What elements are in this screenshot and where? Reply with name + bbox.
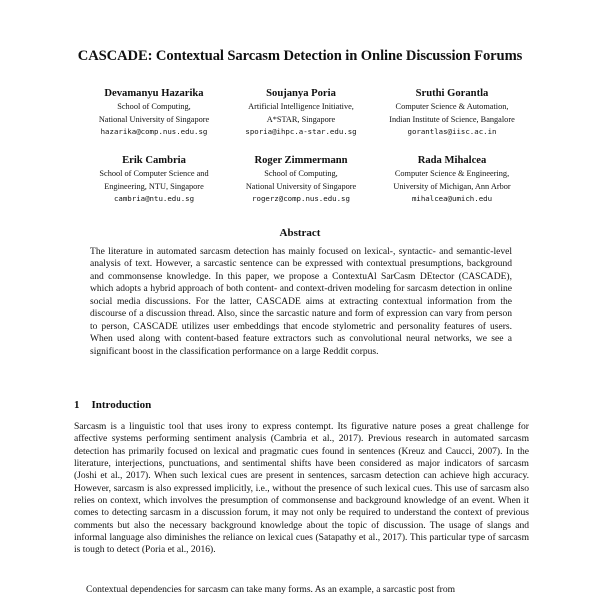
author-affiliation: Indian Institute of Science, Bangalore	[389, 114, 515, 124]
body-paragraph: Sarcasm is a linguistic tool that uses irony to express contempt. Its figurative nature poses a great challenge for affective systems performing sentiment analysis (Cambria et al., 2017). Previous research in automated sarcasm detection has primarily focused on lexical and pragmatic cues found in sentences (Kreuz and Caucci, 2007). In the literature, interjections, punctuations, and sentimental shifts have been considered as major indicators of sarcasm (Joshi et al., 2017). When such lexical cues are present in sentences, sarcasm detection can achieve high accuracy. However, sarcasm is also expressed implicitly, i.e., without the presence of such lexical cues. This use of sarcasm also relies on context, which involves the presumption of commonsense and background knowledge of an event. When it comes to detecting sarcasm in a discussion forum, it may not only be required to understand the context of previous comments but also the necessary background knowledge about the topic of discussion. The usage of slangs and informal language also diminishes the reliance on lexical cues (Satapathy et al., 2017). This particular type of sarcasm is tough to detect (Poria et al., 2016).	[74, 421, 529, 556]
author-affiliation: University of Michigan, Ann Arbor	[393, 181, 511, 191]
author-name: Rada Mihalcea	[417, 155, 487, 166]
abstract-heading: Abstract	[279, 227, 321, 239]
author-name: Soujanya Poria	[266, 88, 336, 99]
author-email: hazarika@comp.nus.edu.sg	[100, 127, 208, 137]
author-email: sporia@ihpc.a-star.edu.sg	[245, 127, 357, 137]
section-number: 1	[74, 399, 80, 411]
author-name: Roger Zimmermann	[254, 155, 348, 166]
section-heading	[74, 399, 151, 411]
author-affiliation: Engineering, NTU, Singapore	[104, 181, 204, 191]
author-email: mihalcea@umich.edu	[411, 194, 493, 204]
author-email: gorantlas@iisc.ac.in	[407, 127, 497, 137]
author-name: Erik Cambria	[122, 155, 186, 166]
author-name: Devamanyu Hazarika	[104, 88, 204, 99]
author-name: Sruthi Gorantla	[415, 88, 489, 99]
paper-title: CASCADE: Contextual Sarcasm Detection in Online Discussion Forums	[77, 48, 523, 64]
author-affiliation: Computer Science & Automation,	[395, 102, 509, 111]
author-affiliation: National University of Singapore	[98, 114, 210, 124]
author-affiliation: Computer Science & Engineering,	[394, 169, 510, 178]
author-affiliation: School of Computing,	[264, 169, 338, 178]
author-affiliation: A*STAR, Singapore	[266, 114, 336, 124]
author-affiliation: Artificial Intelligence Initiative,	[248, 102, 354, 111]
author-block-3	[347, 87, 557, 139]
author-affiliation: School of Computer Science and	[99, 169, 209, 178]
section-title: Introduction	[91, 399, 152, 411]
author-affiliation: School of Computing,	[117, 102, 191, 111]
author-email: cambria@ntu.edu.sg	[113, 194, 195, 204]
author-block-6	[347, 154, 557, 206]
body-paragraph: Contextual dependencies for sarcasm can take many forms. As an example, a sarcastic post from	[86, 584, 456, 595]
author-affiliation: National University of Singapore	[245, 181, 357, 191]
abstract-text: The literature in automated sarcasm detection has mainly focused on lexical-, syntactic- and semantic-level analysis of text. However, a sarcastic sentence can be expressed with contextual presumptions, background and commonsense knowledge. In this paper, we propose a ContextuAl SarCasm DEtector (CASCADE), which adopts a hybrid approach of both content- and context-driven modeling for sarcasm detection in online social media discussions. For the latter, CASCADE aims at extracting contextual information from the discourse of a discussion thread. Also, since the sarcastic nature and form of expression can vary from person to person, CASCADE utilizes user embeddings that encode stylometric and personality features of users. When used along with content-based feature extractors such as convolutional neural networks, we see a significant boost in the classification performance on a large Reddit corpus.	[90, 246, 512, 357]
author-email: rogerz@comp.nus.edu.sg	[252, 194, 350, 204]
